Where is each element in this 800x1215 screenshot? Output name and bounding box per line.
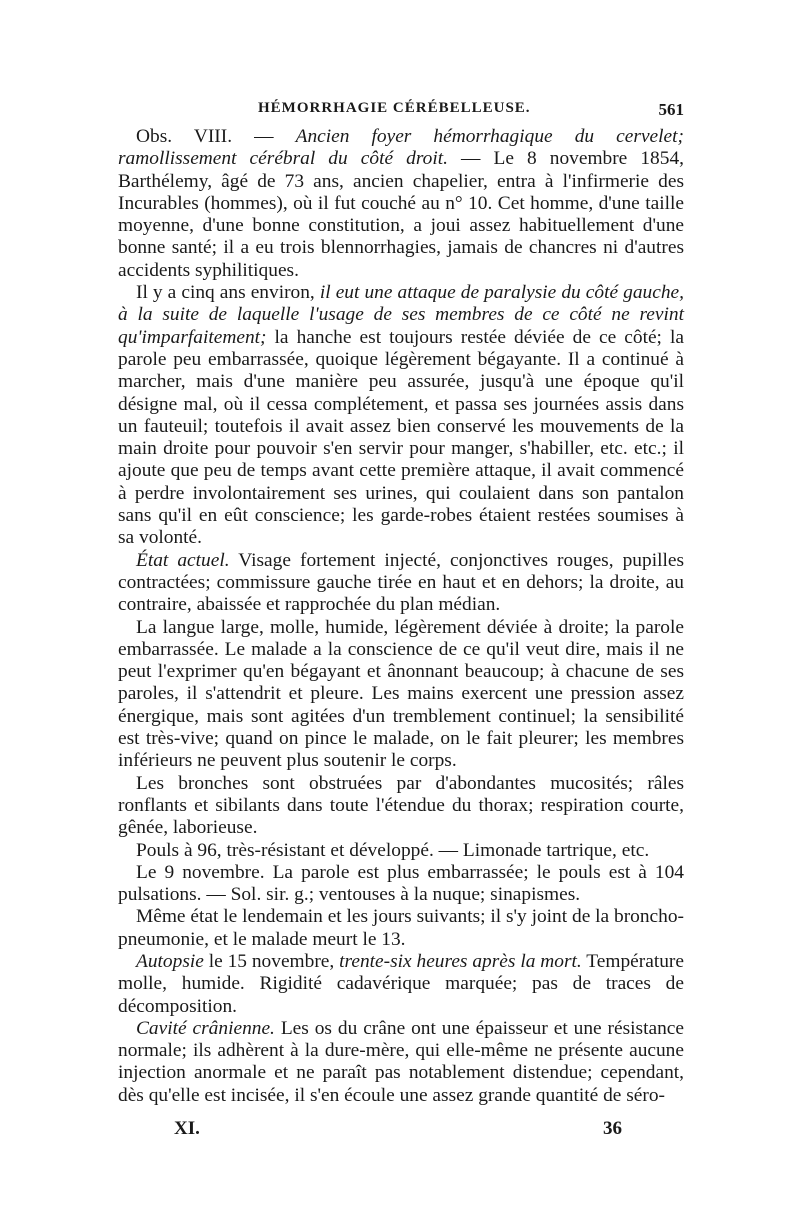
text-run: — Le 8 novembre 1854, Barthélemy, âgé de 73 ans, ancien chapelier, entra à l'infirmerie des Incurables (hommes), où il fut couché au n° 10. Cet homme, d'une taille moyenne, d'une bonne constitution, a joui assez habituellement d'une bonne santé; il a eu trois blennorrhagies, jamais de chancres ni d'autres accidents syphilitiques. <box>118 148 684 281</box>
signature-mark: XI. <box>174 1118 200 1139</box>
paragraph <box>118 906 684 951</box>
running-title: HÉMORRHAGIE CÉRÉBELLEUSE. <box>258 100 531 116</box>
paragraph <box>118 1018 684 1107</box>
paragraph <box>118 862 684 907</box>
text-run: Le 9 novembre. La parole est plus embarrassée; le pouls est à 104 pulsations. — Sol. sir. g.; ventouses à la nuque; sinapismes. <box>118 861 684 906</box>
text-run: la hanche est toujours restée déviée de ce côté; la parole peu embarrassée, quoique légèrement bégayante. Il a continué à marcher, mais d'une manière peu assurée, jusqu'à une époque qu'il désigne mal, où il cessa complétement, et passa ses journées assis dans un fauteuil; toutefois il avait assez bien conservé les mouvements de la main droite pour pouvoir s'en servir pour manger, s'habiller, etc. etc.; il ajoute que peu de temps avant cette première attaque, il avait commencé à perdre involontairement ses urines, qui coulaient dans son pantalon sans qu'il en eût conscience; les garde-robes étaient restées soumises à sa volonté. <box>118 326 684 549</box>
page-footer <box>118 1118 684 1144</box>
paragraph <box>118 126 684 282</box>
text-run: le 15 novembre, <box>203 950 340 972</box>
italic-run: Cavité crânienne. <box>136 1017 275 1039</box>
text-run: Les os du crâne ont une épaisseur et une résistance normale; ils adhèrent à la dure-mère, qui elle-même ne présente aucune injection anormale et ne paraît pas notablement distendue; cependant, dès qu'elle est incisée, il s'en écoule une assez grande quantité de séro- <box>118 1017 684 1106</box>
italic-run: trente-six heures après la mort. <box>339 950 582 972</box>
text-run: Visage fortement injecté, conjonctives rouges, pupilles contractées; commissure gauche tirée en haut et en dehors; la droite, au contraire, abaissée et rapprochée du plan médian. <box>118 549 685 616</box>
text-run: Température molle, humide. Rigidité cadavérique marquée; pas de traces de décomposition. <box>118 950 684 1017</box>
text-run: Pouls à 96, très-résistant et développé. — Limonade tartrique, etc. <box>136 839 650 861</box>
italic-run: il eut une attaque de paralysie du côté gauche, à la suite de laquelle l'usage de ses membres de ce côté ne revint qu'imparfaitement; <box>118 282 685 348</box>
italic-run: État actuel. <box>136 549 230 571</box>
text-run: Il y a cinq ans environ, <box>136 282 320 304</box>
italic-run: Ancien foyer hémorrhagique du cervelet; ramollissement cérébral du côté droit. <box>118 126 684 170</box>
text-run: Les bronches sont obstruées par d'abondantes mucosités; râles ronflants et sibilants dans toute l'étendue du thorax; respiration courte, gênée, laborieuse. <box>118 772 684 839</box>
paragraph <box>118 550 684 617</box>
paragraph <box>118 617 684 773</box>
sheet-number: 36 <box>603 1118 622 1139</box>
text-run: Obs. VIII. — <box>136 126 296 147</box>
italic-run: Autopsie <box>136 950 204 972</box>
body-text <box>118 126 684 1107</box>
page-header <box>118 100 684 124</box>
paragraph <box>118 951 684 1018</box>
paragraph <box>118 773 684 840</box>
paragraph <box>118 840 684 862</box>
paragraph <box>118 282 684 550</box>
page-number: 561 <box>658 100 684 119</box>
text-run: La langue large, molle, humide, légèrement déviée à droite; la parole embarrassée. Le malade a la conscience de ce qu'il veut dire, mais il ne peut l'exprimer qu'en bégayant et ânonnant beaucoup; à chacune de ses paroles, il s'attendrit et pleure. Les mains exercent une pression assez énergique, mais sont agitées d'un tremblement continuel; la sensibilité est très-vive; quand on pince le malade, on le fait pleurer; les membres inférieurs ne peuvent plus soutenir le corps. <box>118 616 684 772</box>
text-run: Même état le lendemain et les jours suivants; il s'y joint de la broncho-pneumonie, et le malade meurt le 13. <box>118 906 684 950</box>
